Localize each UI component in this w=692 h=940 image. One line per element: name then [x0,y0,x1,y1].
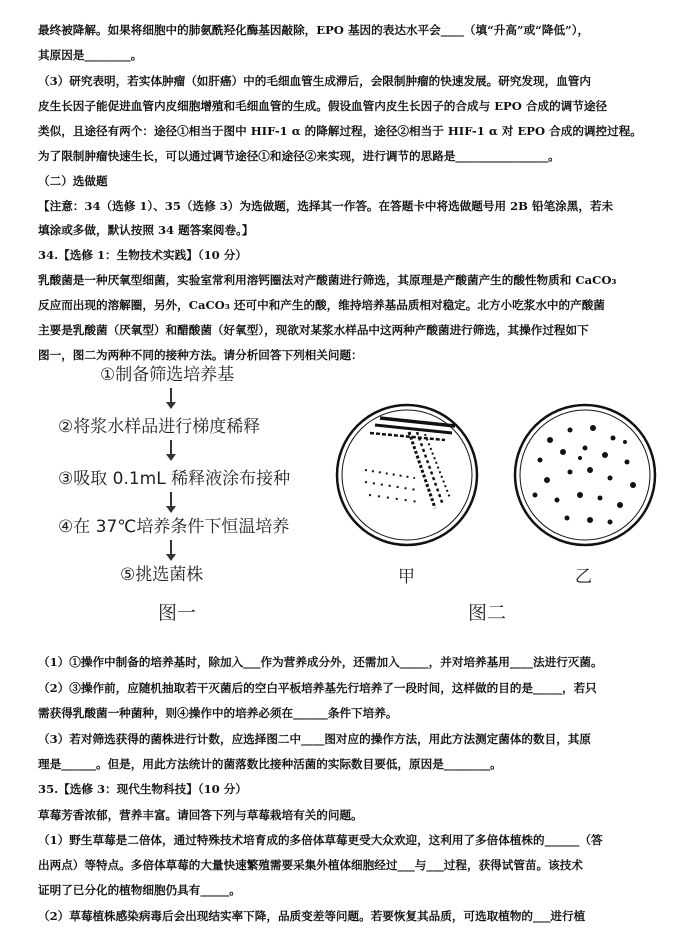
text-line: （2）草莓植株感染病毒后会出现结实率下降，品质变差等问题。若要恢复其品质，可选取植物的___进行植 [38,909,586,923]
text-line: 皮生长因子能促进血管内皮细胞增殖和毛细血管的生成。假设血管内皮生长因子的合成与 EPO 合成的调节途径 [38,99,608,113]
question-34-title: 34.【选修 1：生物技术实践】（10 分） [38,248,247,262]
flow-step: ①制备筛选培养基 [100,365,235,385]
text-line: 最终被降解。如果将细胞中的肺氨酰羟化酶基因敲除，EPO 基因的表达水平会____（填“升高”或“降低”）， [38,23,590,37]
figure-2-caption: 图二 [468,602,507,624]
text-line: （二）选做题 [38,174,108,188]
text-line: 填涂或多做，默认按照 34 题答案阅卷。】 [38,223,254,237]
text-line: 草莓芳香浓郁，营养丰富。请回答下列与草莓栽培有关的问题。 [38,808,363,822]
text-line: 反应而出现的溶解圈，另外，CaCO₃ 还可中和产生的酸，维持培养基品质相对稳定。北方小吃浆水中的产酸菌 [38,298,605,312]
text-line: （2）③操作前，应随机抽取若干灭菌后的空白平板培养基先行培养了一段时间，这样做的目的是_____，若只 [38,681,597,695]
text-line: 其原因是________。 [38,48,143,62]
petri-dishes [335,400,665,560]
text-line: （3）研究表明，若实体肿瘤（如肝癌）中的毛细血管生成滞后，会限制肿瘤的快速发展。研究发现，血管内 [38,74,591,88]
text-line: 证明了已分化的植物细胞仍具有_____。 [38,883,241,897]
figure-1-flowchart [48,360,328,630]
plate-label: 乙 [575,567,592,587]
text-line: 主要是乳酸菌（厌氧型）和醋酸菌（好氧型），现欲对某浆水样品中这两种产酸菌进行筛选，其操作过程如下 [38,323,589,337]
flow-step: ②将浆水样品进行梯度稀释 [58,417,261,437]
text-line: 出两点）等特点。多倍体草莓的大量快速繁殖需要采集外植体细胞经过___与___过程，获得试管苗。该技术 [38,858,583,872]
down-arrow-icon [170,388,172,404]
flow-step: ⑤挑选菌株 [120,565,204,585]
text-line: 乳酸菌是一种厌氧型细菌，实验室常利用溶钙圈法对产酸菌进行筛选，其原理是产酸菌产生的酸性物质和 CaCO₃ [38,273,617,287]
petri-dish-streak [337,405,477,545]
figure-1-caption: 图一 [158,602,197,624]
question-35-title: 35.【选修 3：现代生物科技】（10 分） [38,782,247,796]
text-line: 图一，图二为两种不同的接种方法。请分析回答下列相关问题： [38,348,363,362]
down-arrow-icon [170,440,172,456]
text-line: 【注意：34（选修 1）、35（选修 3）为选做题，选择其一作答。在答题卡中将选做题号用 2B 铅笔涂黑，若未 [38,199,614,213]
text-line: （1）野生草莓是二倍体，通过特殊技术培育成的多倍体草莓更受大众欢迎，这利用了多倍体植株的______（答 [38,833,603,847]
text-line: 为了限制肿瘤快速生长，可以通过调节途径①和途径②来实现，进行调节的思路是________________。 [38,149,560,163]
plate-label: 甲 [398,567,415,587]
petri-dish-spread [515,405,655,545]
flow-step: ③吸取 0.1mL 稀释液涂布接种 [58,469,291,489]
flow-step: ④在 37℃培养条件下恒温培养 [58,517,290,537]
text-line: 需获得乳酸菌一种菌种，则④操作中的培养必须在______条件下培养。 [38,706,398,720]
text-line: 类似，且途径有两个：途径①相当于图中 HIF-1 α 的降解过程，途径②相当于 HIF-1 α 对 EPO 合成的调控过程。 [38,124,642,138]
text-line: （3）若对筛选获得的菌株进行计数，应选择图二中____图对应的操作方法，用此方法测定菌体的数目，其原 [38,732,591,746]
down-arrow-icon [170,540,172,556]
down-arrow-icon [170,492,172,508]
text-line: 理是______。但是，用此方法统计的菌落数比接种活菌的实际数目要低，原因是________。 [38,757,502,771]
text-line: （1）①操作中制备的培养基时，除加入___作为营养成分外，还需加入_____，并对培养基用____法进行灭菌。 [38,655,603,669]
